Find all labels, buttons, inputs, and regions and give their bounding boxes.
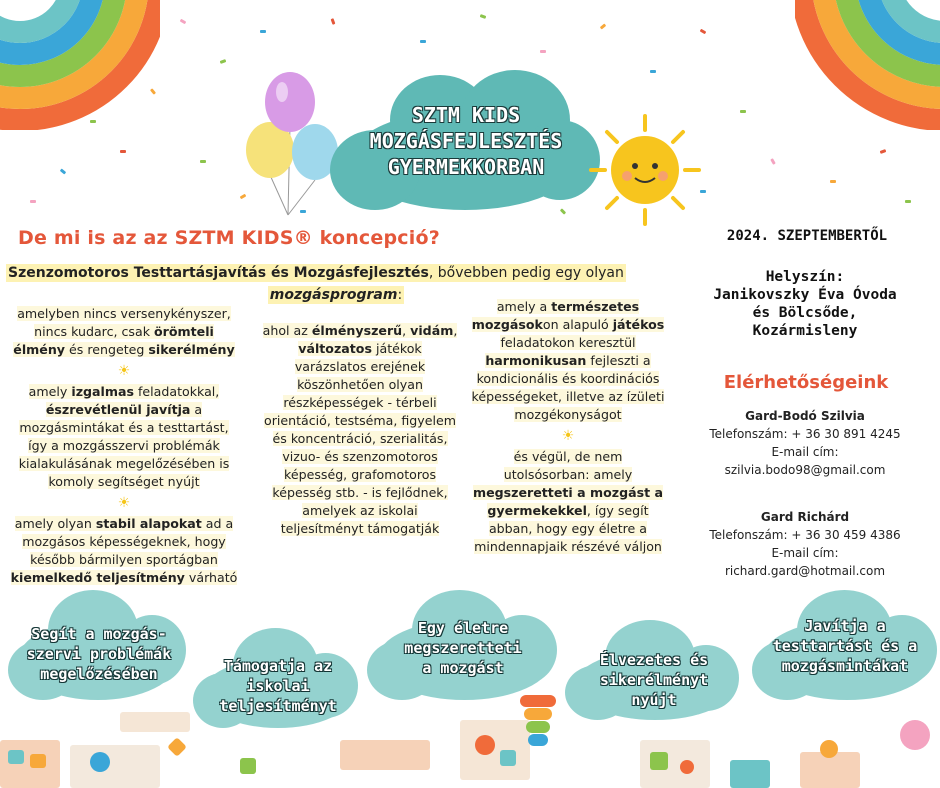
concept-question-heading: De mi is az az SZTM KIDS® koncepció?	[18, 227, 440, 249]
venue-block	[695, 268, 915, 340]
benefit-cloud-3-text: Egy életre megszeretteti a mozgást	[404, 619, 522, 677]
col3-paragraph-1: amely a természetes mozgásokon alapuló játékos feladatokon keresztül harmonikusan fejleszti a kondicionális és koordinációs képességeket, illetve az ízületi mozgékonyságot	[471, 299, 665, 422]
benefit-cloud-1-text: Segít a mozgás- szervi problémák megelőzésében	[26, 625, 172, 683]
venue-line-3: Kozármisleny	[752, 323, 858, 339]
col1-paragraph-1: amelyben nincs versenykényszer, nincs kudarc, csak örömteli élmény és rengeteg sikerélmény	[13, 306, 235, 357]
lead-colon: :	[397, 287, 403, 303]
main-title: SZTM KIDS MOZGÁSFEJLESZTÉS GYERMEKKORBAN	[369, 103, 563, 179]
venue-label: Helyszín:	[765, 269, 845, 285]
benefit-cloud-5-text: Javítja a testtartást és a mozgásmintákat	[772, 617, 918, 675]
contact-2-email[interactable]: richard.gard@hotmail.com	[724, 564, 886, 578]
col1-paragraph-3: amely olyan stabil alapokat ad a mozgásos képességeknek, hogy később bármilyen sportágban kiemelkedő teljesítmény várható	[10, 516, 238, 585]
sun-bullet-icon: ☀	[561, 428, 575, 444]
venue-line-2: és Bölcsőde,	[752, 305, 858, 321]
sun-bullet-icon: ☀	[117, 363, 131, 379]
rainbow-right-decoration	[795, 0, 940, 130]
column-3	[470, 298, 666, 556]
contact-1-email[interactable]: szilvia.bodo98@gmail.com	[724, 463, 886, 477]
contact-1-phone: Telefonszám: + 36 30 891 4245	[709, 427, 901, 441]
contact-2-email-label: E-mail cím:	[771, 546, 839, 560]
contact-2-name: Gard Richárd	[760, 510, 850, 524]
column-2	[262, 322, 458, 538]
benefit-cloud-4-text: Élvezetes és sikerélményt nyújt	[599, 651, 709, 709]
lead-program: mozgásprogram	[269, 287, 398, 303]
sun-bullet-icon: ☀	[117, 495, 131, 511]
sun-icon	[585, 110, 705, 230]
contact-1	[702, 407, 908, 479]
contact-2-phone: Telefonszám: + 36 30 459 4386	[709, 528, 901, 542]
rainbow-left-decoration	[0, 0, 160, 130]
lead-highlight: Szenzomotoros Testtartásjavítás és Mozgásfejlesztés	[8, 265, 429, 281]
col3-paragraph-2: és végül, de nem utolsósorban: amely megszeretteti a mozgást a gyermekekkel, így segít abban, hogy egy életre a mindennapjaik részévé váljon	[472, 449, 663, 554]
col1-paragraph-2: amely izgalmas feladatokkal, észrevétlenül javítja a mozgásmintákat és a testtartást, így a mozgásszervi problémák kialakulásának megelőzésében is komoly segítséget nyújt	[18, 384, 230, 489]
contacts-title: Elérhetőségeink	[723, 372, 889, 393]
contact-1-email-label: E-mail cím:	[771, 445, 839, 459]
col2-paragraph-1: ahol az élményszerű, vidám, változatos játékok varázslatos erejének köszönhetően olyan részképességek - térbeli orientáció, testséma, figyelem és koncentráció, szerialitás, vizuo- és szenzomotoros képesség, grafomotoros képesség stb. - is fejlődnek, amelyek az iskolai teljesítményt támogatják	[262, 323, 458, 536]
start-date: 2024. SZEPTEMBERTŐL	[726, 228, 888, 244]
venue-line-1: Janikovszky Éva Óvoda	[713, 287, 897, 303]
benefit-cloud-2-text: Támogatja az iskolai teljesítményt	[219, 657, 337, 715]
contact-1-name: Gard-Bodó Szilvia	[745, 409, 865, 423]
column-1	[8, 305, 240, 587]
contact-2	[702, 508, 908, 580]
lead-rest: , bővebben pedig egy olyan	[428, 265, 624, 281]
